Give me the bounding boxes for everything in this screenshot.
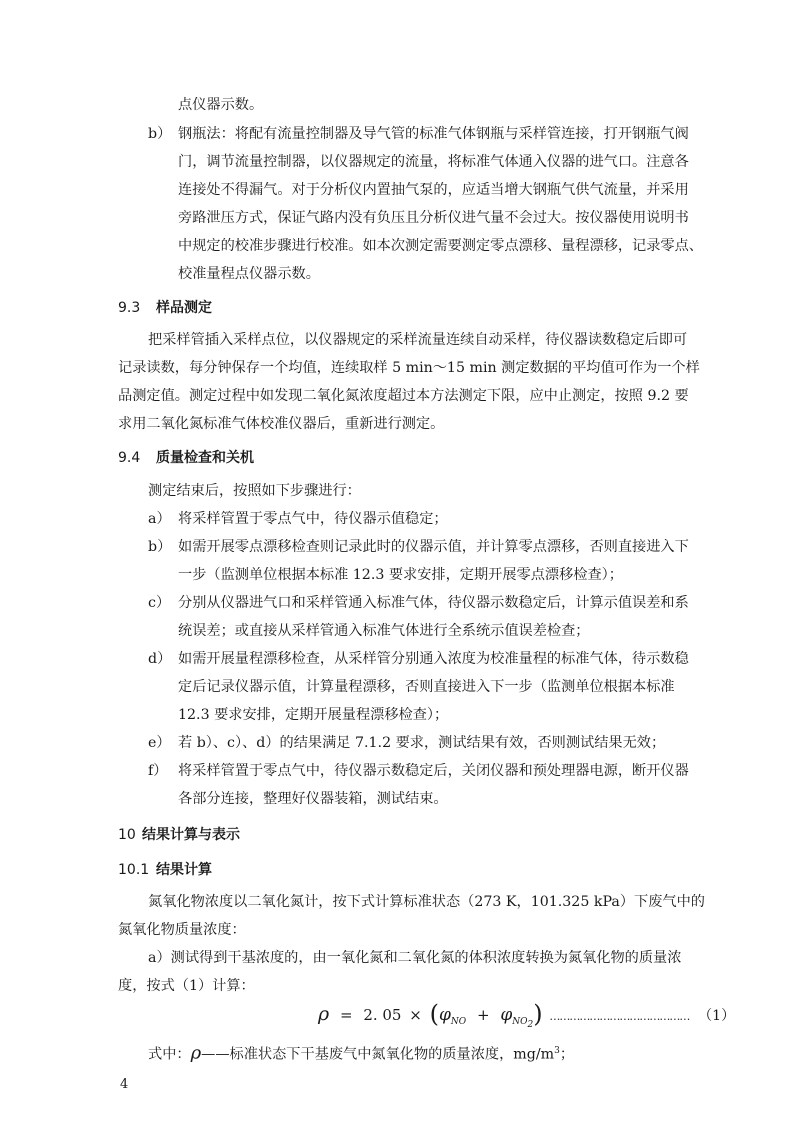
text-line: a）测试得到干基浓度的，由一氧化氮和二氧化氮的体积浓度转换为氮氧化物的质量浓 bbox=[148, 950, 682, 966]
list-label: e） bbox=[148, 735, 171, 751]
text-line: 校准量程点仪器示数。 bbox=[178, 266, 320, 282]
section-heading: 9.4 质量检查和关机 bbox=[118, 450, 254, 466]
section-heading: 10.1 结果计算 bbox=[118, 862, 212, 878]
text-line: 求用二氧化氮标准气体校准仪器后，重新进行测定。 bbox=[118, 416, 445, 432]
text-line: 12.3 要求安排，定期开展量程漂移检查）； bbox=[178, 707, 449, 723]
text-line: 品测定值。测定过程中如发现二氧化氮浓度超过本方法测定下限，应中止测定，按照 9.2 要 bbox=[118, 388, 689, 404]
where-clause: 式中：ρ——标准状态下干基废气中氮氧化物的质量浓度，$mg/m^3$； bbox=[148, 1042, 575, 1064]
text-line: 定后记录仪器示值，计算量程漂移，否则直接进入下一步（监测单位根据本标准 bbox=[178, 679, 675, 695]
text-line: 点仪器示数。 bbox=[178, 97, 264, 113]
list-label: f） bbox=[148, 763, 168, 779]
formula-1: ρ = 2. $05 \times (\varphi_{NO} + \varphi_{NO_2})$ …………………………………… （1） bbox=[318, 1000, 736, 1030]
text-line: 连接处不得漏气。对于分析仪内置抽气泵的，应适当增大钢瓶气供气流量，并采用 bbox=[178, 182, 689, 198]
list-label: c） bbox=[148, 595, 171, 611]
text-line: 统误差；或直接从采样管通入标准气体进行全系统示值误差检查； bbox=[178, 623, 590, 639]
list-label: d） bbox=[148, 651, 172, 667]
text-line: 门，调节流量控制器，以仪器规定的流量，将标准气体通入仪器的进气口。注意各 bbox=[178, 154, 689, 170]
text-line: 测定结束后，按照如下步骤进行： bbox=[148, 483, 361, 499]
text-line: 如需开展量程漂移检查，从采样管分别通入浓度为校准量程的标准气体，待示数稳 bbox=[178, 651, 689, 667]
text-line: 一步（监测单位根据本标准 12.3 要求安排，定期开展零点漂移检查）； bbox=[178, 567, 623, 583]
list-label: a） bbox=[148, 511, 171, 527]
text-line: 中规定的校准步骤进行校准。如本次测定需要测定零点漂移、量程漂移，记录零点、 bbox=[178, 238, 703, 254]
text-line: 氮氧化物质量浓度： bbox=[118, 922, 246, 938]
text-line: 分别从仪器进气口和采样管通入标准气体，待仪器示数稳定后，计算示值误差和系 bbox=[178, 595, 689, 611]
text-line: 旁路泄压方式，保证气路内没有负压且分析仪进气量不会过大。按仪器使用说明书 bbox=[178, 210, 689, 226]
text-line: 若 b）、c）、d）的结果满足 7.1.2 要求，测试结果有效，否则测试结果无效； bbox=[178, 735, 666, 751]
text-line: 把采样管插入采样点位，以仪器规定的采样流量连续自动采样，待仪器读数稳定后即可 bbox=[148, 332, 688, 348]
text-line: 将采样管置于零点气中，待仪器示数稳定后，关闭仪器和预处理器电源，断开仪器 bbox=[178, 763, 689, 779]
page-number: 4 bbox=[120, 1077, 129, 1092]
text-line: 度，按式（1）计算： bbox=[118, 978, 255, 994]
list-label: b） bbox=[148, 126, 172, 142]
list-label: b） bbox=[148, 539, 172, 555]
text-line: 将采样管置于零点气中，待仪器示值稳定； bbox=[178, 511, 448, 527]
section-heading: 9.3 样品测定 bbox=[118, 300, 212, 316]
chapter-heading: 10 结果计算与表示 bbox=[118, 827, 240, 843]
text-line: 记录读数，每分钟保存一个均值，连续取样 5 min～15 min 测定数据的平均值可作为一个样 bbox=[118, 360, 700, 376]
text-line: 如需开展零点漂移检查则记录此时的仪器示值，并计算零点漂移，否则直接进入下 bbox=[178, 539, 689, 555]
text-line: 各部分连接，整理好仪器装箱，测试结束。 bbox=[178, 791, 448, 807]
text-line: 氮氧化物浓度以二氧化氮计，按下式计算标准状态（273 K，101.325 kPa）下废气中的 bbox=[148, 894, 705, 910]
text-line: 钢瓶法：将配有流量控制器及导气管的标准气体钢瓶与采样管连接，打开钢瓶气阀 bbox=[178, 126, 689, 142]
